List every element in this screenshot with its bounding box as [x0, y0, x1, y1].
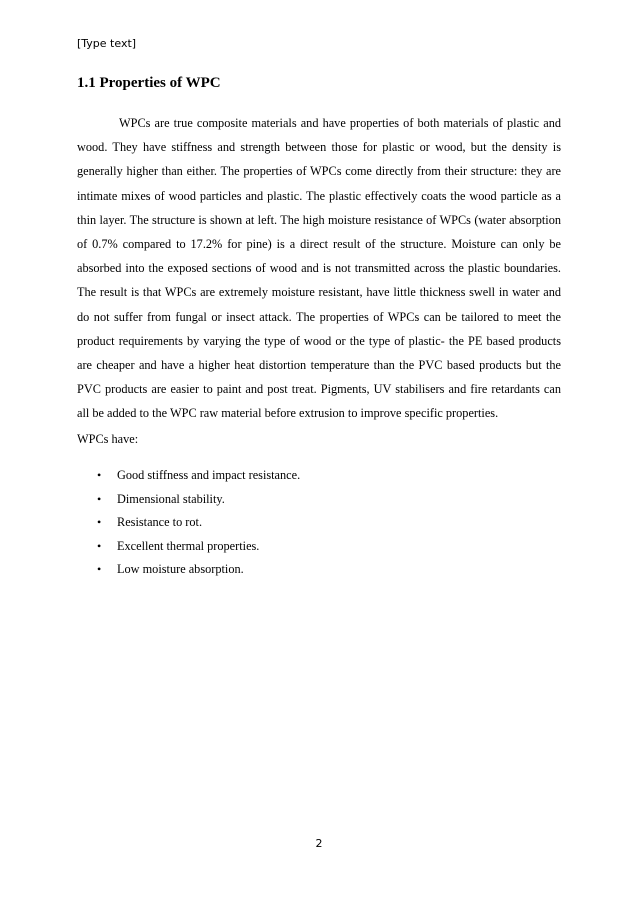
list-item-text: Resistance to rot. — [117, 515, 203, 529]
page-header: [Type text] — [77, 37, 137, 50]
list-item — [77, 465, 300, 489]
list-item-text: Good stiffness and impact resistance. — [117, 468, 301, 482]
list-item — [77, 489, 300, 513]
list-item — [77, 559, 300, 583]
list-intro: WPCs have: — [77, 432, 139, 446]
bullet-icon: • — [97, 515, 102, 529]
body-paragraph: WPCs are true composite materials and have properties of both materials of plastic and wood. They have stiffness and strength between those for plastic or wood, but the density is generally higher than either. The properties of WPCs come directly from their structure: they are intimate mixes of wood particles and plastic. The plastic effectively coats the wood particle as a thin layer. The structure is shown at left. The high moisture resistance of WPCs (water absorption of 0.7% compared to 17.2% for pine) is a direct result of the structure. Moisture can only be absorbed into the exposed sections of wood and is not transmitted across the plastic boundaries. The result is that WPCs are extremely moisture resistant, have little thickness swell in water and do not suffer from fungal or insect attack. The properties of WPCs can be tailored to meet the product requirements by varying the type of wood or the type of plastic- the PE based products are cheaper and have a higher heat distortion temperature than the PVC based products but the PVC products are easier to paint and post treat. Pigments, UV stabilisers and fire retardants can all be added to the WPC raw material before extrusion to improve specific properties. — [77, 116, 561, 421]
bullet-icon: • — [97, 562, 102, 576]
properties-list — [77, 465, 300, 583]
list-item-text: Excellent thermal properties. — [117, 538, 260, 553]
section-title: 1.1 Properties of WPC — [77, 75, 221, 91]
bullet-icon: • — [97, 491, 102, 506]
list-item-text: Dimensional stability. — [117, 491, 225, 506]
page-number: 2 — [315, 837, 323, 850]
list-item — [77, 512, 300, 536]
bullet-icon: • — [97, 468, 102, 482]
bullet-icon: • — [97, 538, 102, 553]
list-item-text: Low moisture absorption. — [117, 562, 244, 576]
list-item — [77, 536, 300, 560]
